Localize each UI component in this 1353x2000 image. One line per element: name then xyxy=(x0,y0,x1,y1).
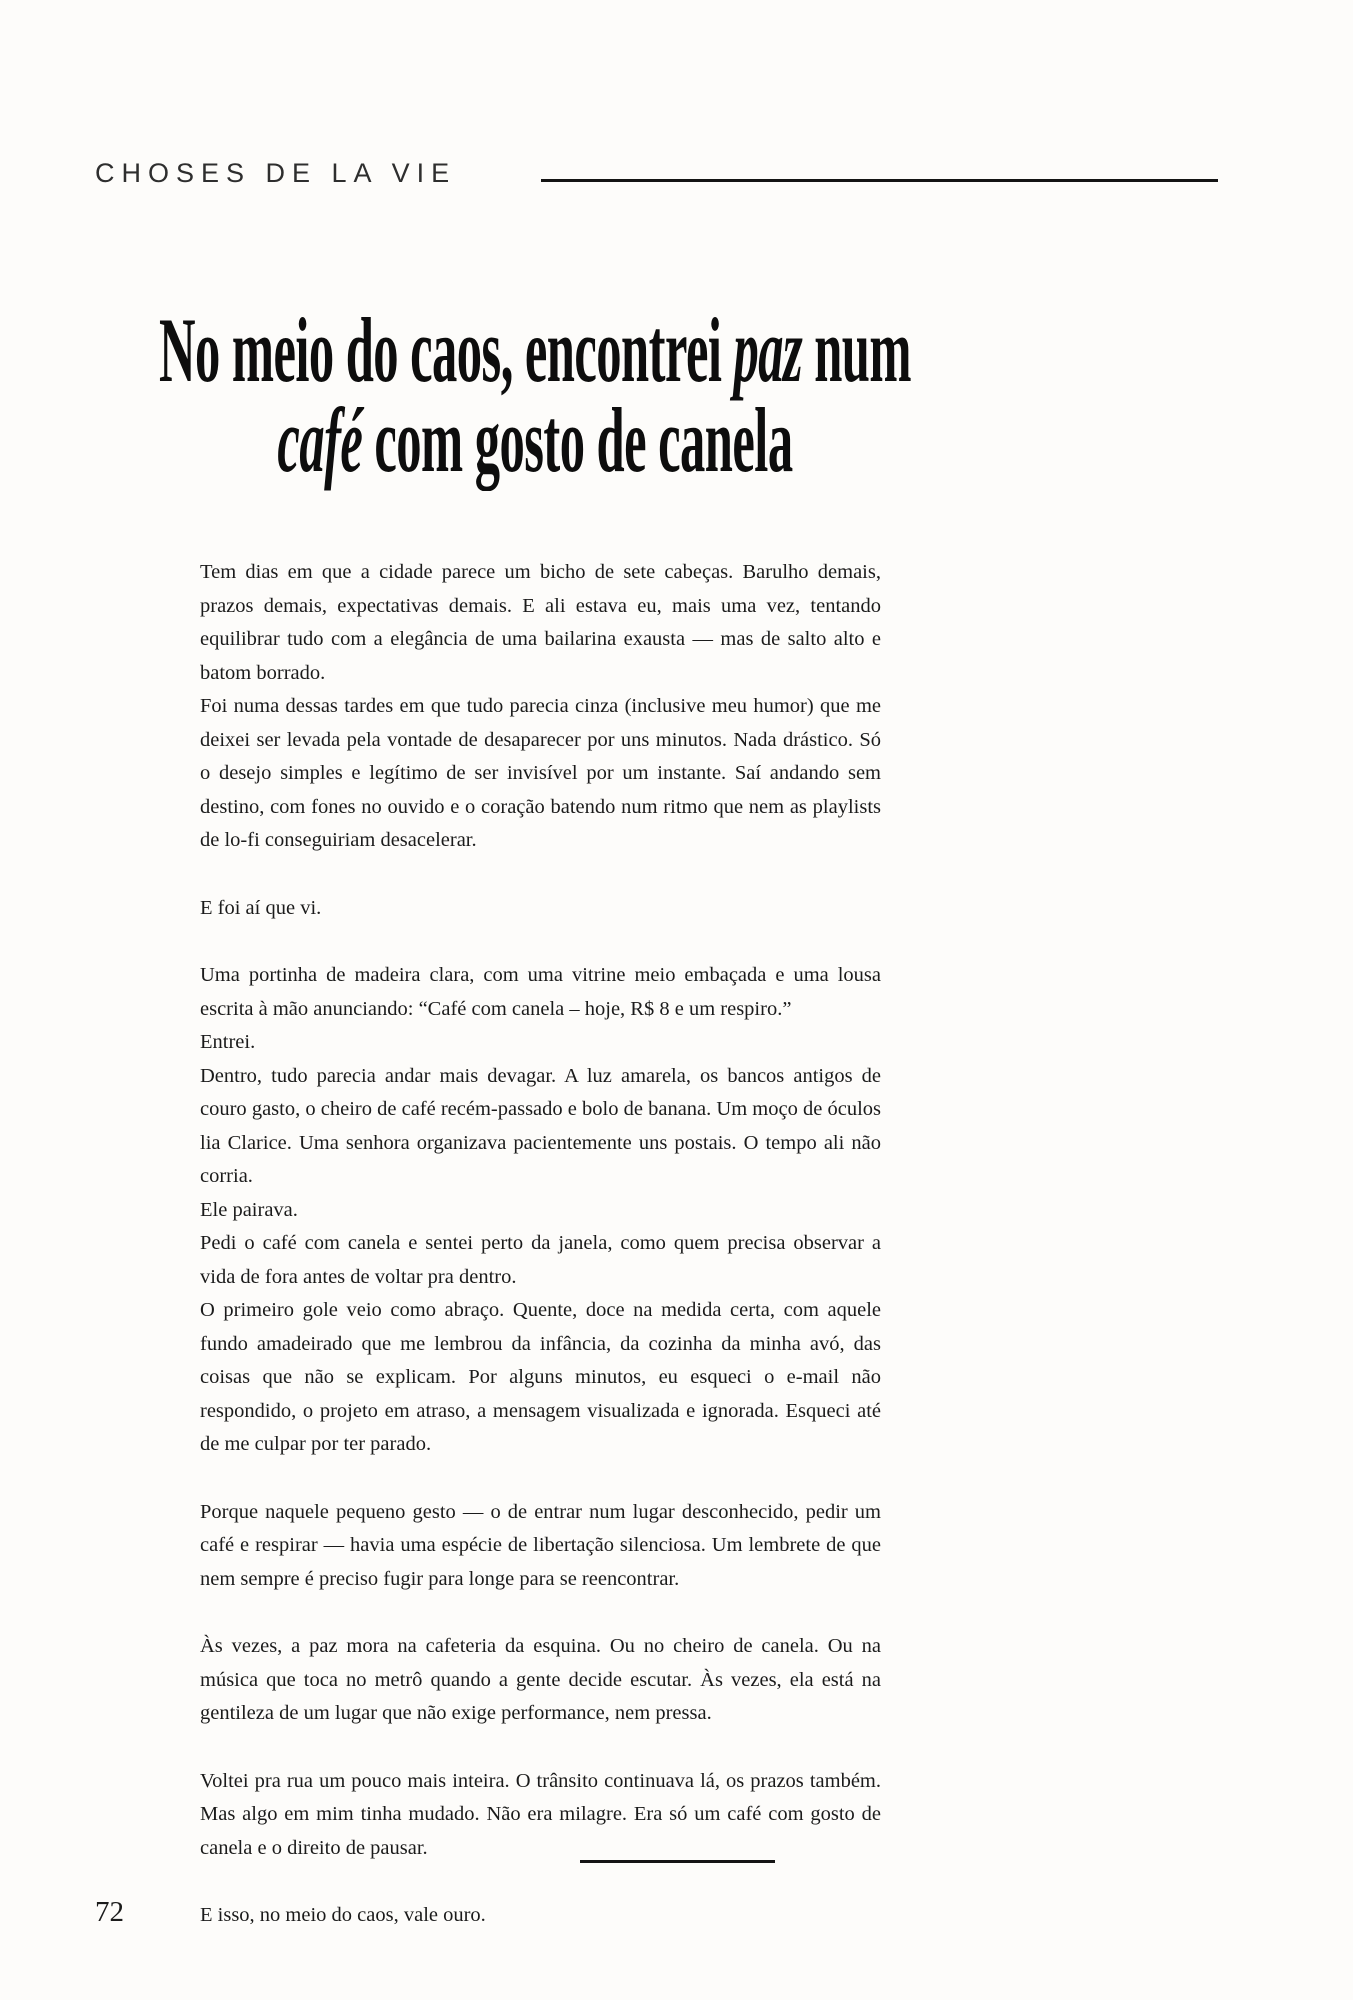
paragraph: O primeiro gole veio como abraço. Quente, doce na medida certa, com aquele fundo amadeirado que me lembrou da infância, da cozinha da minha avó, das coisas que não se explicam. Por alguns minutos, eu esqueci o e-mail não respondido, o projeto em atraso, a mensagem visualizada e ignorada. Esqueci até de me culpar por ter parado. xyxy=(200,1299,881,1455)
title-line xyxy=(40,388,1030,491)
title-italic-word: paz xyxy=(733,298,803,401)
title-line xyxy=(40,298,1030,401)
paragraph: Às vezes, a paz mora na cafeteria da esquina. Ou no cheiro de canela. Ou na música que toca no metrô quando a gente decide escutar. Às vezes, ela está na gentileza de um lugar que não exige performance, nem pressa. xyxy=(200,1635,881,1724)
paragraph: Foi numa dessas tardes em que tudo parecia cinza (inclusive meu humor) que me deixei ser levada pela vontade de desaparecer por uns minutos. Nada drástico. Só o desejo simples e legítimo de ser invisível por um instante. Saí andando sem destino, com fones no ouvido e o coração batendo num ritmo que nem as playlists de lo-fi conseguiriam desacelerar. xyxy=(200,695,881,851)
paragraph: Tem dias em que a cidade parece um bicho de sete cabeças. Barulho demais, prazos demais, expectativas demais. E ali estava eu, mais uma vez, tentando equilibrar tudo com a elegância de uma bailarina exausta — mas de salto alto e batom borrado. xyxy=(200,561,881,684)
paragraph: E isso, no meio do caos, vale ouro. xyxy=(200,1904,486,1926)
paragraph: E foi aí que vi. xyxy=(200,896,322,919)
paragraph: Uma portinha de madeira clara, com uma vitrine meio embaçada e uma lousa escrita à mão anunciando: “Café com canela – hoje, R$ 8 e um respiro.” xyxy=(200,964,881,1020)
paragraph: Porque naquele pequeno gesto — o de entrar num lugar desconhecido, pedir um café e respirar — havia uma espécie de libertação silenciosa. Um lembrete de que nem sempre é preciso fugir para longe para se reencontrar. xyxy=(200,1500,881,1590)
page-number: 72 xyxy=(95,1896,124,1928)
paragraph: Ele pairava. xyxy=(200,1198,298,1221)
paragraph: Dentro, tudo parecia andar mais devagar. A luz amarela, os bancos antigos de couro gasto, o cheiro de café recém-passado e bolo de banana. Um moço de óculos lia Clarice. Uma senhora organizava pacientemente uns postais. O tempo ali não corria. xyxy=(200,1064,881,1187)
article-title xyxy=(40,298,1030,491)
paragraph: Entrei. xyxy=(200,1031,256,1053)
title-text: num xyxy=(802,298,911,401)
header-rule xyxy=(541,179,1218,182)
section-kicker: CHOSES DE LA VIE xyxy=(95,158,457,188)
end-of-article-rule xyxy=(580,1860,775,1863)
paragraph: Pedi o café com canela e sentei perto da janela, como quem precisa observar a vida de fora antes de voltar pra dentro. xyxy=(200,1232,881,1288)
title-text: com gosto de canela xyxy=(362,388,793,491)
paragraph: Voltei pra rua um pouco mais inteira. O trânsito continuava lá, os prazos também. Mas algo em mim tinha mudado. Não era milagre. Era só um café com gosto de canela e o direito de pausar. xyxy=(200,1769,881,1859)
article-body xyxy=(200,556,881,1933)
title-text: No meio do caos, encontrei xyxy=(158,298,734,401)
title-italic-word: café xyxy=(277,388,363,491)
